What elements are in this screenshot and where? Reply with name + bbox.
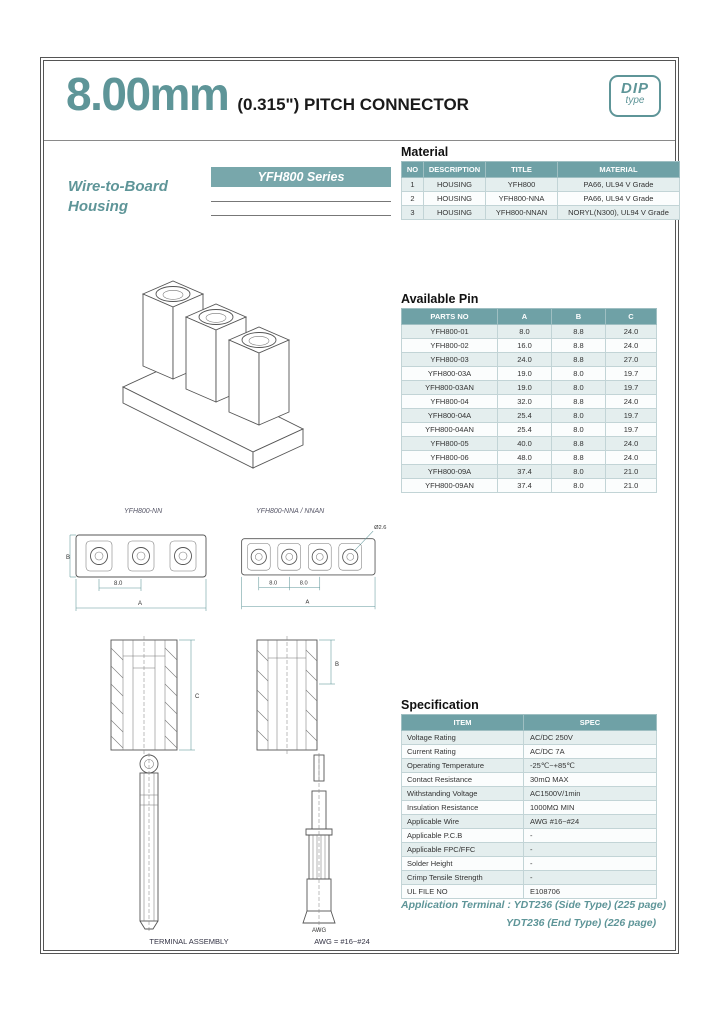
dim-b-label: B [335, 662, 340, 668]
dim-phi-label: Ø2.6 [374, 525, 387, 532]
column-header: TITLE [486, 162, 558, 178]
table-cell: - [524, 871, 657, 885]
table-cell: Applicable Wire [402, 815, 524, 829]
table-row [402, 815, 657, 829]
table-cell: NORYL(N300), UL94 V Grade [558, 206, 680, 220]
table-cell: 24.0 [606, 339, 657, 353]
table-cell: AC1500V/1min [524, 787, 657, 801]
table-row [402, 451, 657, 465]
table-cell: YFH800 [486, 178, 558, 192]
front-view-left-label: YFH800-NN [124, 508, 163, 515]
table-cell: Voltage Rating [402, 731, 524, 745]
table-cell: - [524, 829, 657, 843]
table-row [402, 731, 657, 745]
material-header-row [402, 162, 680, 178]
column-header: DESCRIPTION [424, 162, 486, 178]
table-cell: 8.8 [552, 353, 606, 367]
table-cell: YFH800-NNA [486, 192, 558, 206]
specification-heading: Specification [401, 698, 479, 712]
table-cell: YFH800-03A [402, 367, 498, 381]
table-row [402, 843, 657, 857]
table-cell: AC/DC 250V [524, 731, 657, 745]
table-cell: 27.0 [606, 353, 657, 367]
table-cell: 1000MΩ MIN [524, 801, 657, 815]
table-cell: 32.0 [498, 395, 552, 409]
table-row [402, 437, 657, 451]
table-row [402, 479, 657, 493]
table-cell: AC/DC 7A [524, 745, 657, 759]
table-cell: 8.8 [552, 395, 606, 409]
specification-table [401, 714, 657, 899]
table-cell: PA66, UL94 V Grade [558, 178, 680, 192]
table-cell: 24.0 [606, 437, 657, 451]
column-header: SPEC [524, 715, 657, 731]
table-row [402, 885, 657, 899]
table-row [402, 325, 657, 339]
table-cell: 8.0 [552, 367, 606, 381]
table-cell: YFH800-NNAN [486, 206, 558, 220]
page-title [66, 67, 469, 121]
table-row [402, 367, 657, 381]
column-header: C [606, 309, 657, 325]
terminal-assembly-right-drawing [292, 753, 352, 933]
table-row [402, 395, 657, 409]
table-cell: 37.4 [498, 465, 552, 479]
product-category-label [68, 177, 168, 216]
banner-rule-2 [211, 215, 391, 216]
series-banner: YFH800 Series [211, 167, 391, 187]
table-row [402, 787, 657, 801]
table-cell: 21.0 [606, 465, 657, 479]
dim-a-label: A [138, 601, 143, 607]
table-cell: YFH800-04 [402, 395, 498, 409]
column-header: A [498, 309, 552, 325]
table-cell: YFH800-03 [402, 353, 498, 367]
table-cell: 8.0 [552, 479, 606, 493]
table-cell: 8.0 [552, 409, 606, 423]
dim-pitch-label: 8.0 [299, 580, 308, 587]
table-cell: 37.4 [498, 479, 552, 493]
table-cell: 24.0 [606, 451, 657, 465]
table-cell: 48.0 [498, 451, 552, 465]
table-cell: YFH800-04A [402, 409, 498, 423]
table-row [402, 206, 680, 220]
table-row [402, 871, 657, 885]
dim-b-label: B [66, 555, 71, 561]
pitch-size-title: 8.00mm [66, 68, 229, 120]
table-cell: 8.8 [552, 325, 606, 339]
table-row [402, 192, 680, 206]
table-cell: 25.4 [498, 423, 552, 437]
table-cell: 21.0 [606, 479, 657, 493]
material-heading: Material [401, 145, 449, 159]
table-row [402, 409, 657, 423]
table-cell: UL FILE NO [402, 885, 524, 899]
table-cell: AWG #16~#24 [524, 815, 657, 829]
dim-pitch-label: 8.0 [114, 581, 123, 587]
product-category-line1: Wire-to-Board [68, 178, 168, 195]
table-cell: 30mΩ MAX [524, 773, 657, 787]
application-terminal-note-line2: YDT236 (End Type) (226 page) [506, 917, 657, 929]
table-cell: HOUSING [424, 206, 486, 220]
table-cell: Insulation Resistance [402, 801, 524, 815]
table-cell: 19.0 [498, 367, 552, 381]
table-cell: - [524, 843, 657, 857]
table-cell: 24.0 [498, 353, 552, 367]
awg-range-caption: AWG = #16~#24 [314, 937, 370, 946]
table-cell: Operating Temperature [402, 759, 524, 773]
dip-type-logo [609, 75, 661, 117]
table-row [402, 829, 657, 843]
table-cell: YFH800-02 [402, 339, 498, 353]
table-cell: YFH800-06 [402, 451, 498, 465]
dip-logo-text: DIP [620, 80, 649, 97]
table-cell: Crimp Tensile Strength [402, 871, 524, 885]
table-cell: Applicable FPC/FFC [402, 843, 524, 857]
table-row [402, 759, 657, 773]
material-table [401, 161, 680, 220]
front-view-left-drawing [66, 517, 226, 631]
column-header: MATERIAL [558, 162, 680, 178]
table-cell: 19.7 [606, 381, 657, 395]
table-cell: Solder Height [402, 857, 524, 871]
table-row [402, 381, 657, 395]
terminal-assembly-caption: TERMINAL ASSEMBLY [149, 937, 229, 946]
table-cell: Applicable P.C.B [402, 829, 524, 843]
table-cell: 24.0 [606, 395, 657, 409]
page-inner-border [43, 60, 676, 951]
table-cell: -25℃~+85℃ [524, 759, 657, 773]
table-row [402, 801, 657, 815]
table-cell: 19.7 [606, 409, 657, 423]
pitch-subtitle: (0.315") PITCH CONNECTOR [237, 95, 469, 114]
table-cell: 8.8 [552, 437, 606, 451]
table-cell: 8.0 [498, 325, 552, 339]
column-header: ITEM [402, 715, 524, 731]
table-cell: YFH800-01 [402, 325, 498, 339]
table-cell: - [524, 857, 657, 871]
table-row [402, 773, 657, 787]
table-cell: YFH800-09AN [402, 479, 498, 493]
dim-pitch-label: 8.0 [269, 580, 278, 587]
table-cell: HOUSING [424, 192, 486, 206]
table-row [402, 423, 657, 437]
table-cell: Withstanding Voltage [402, 787, 524, 801]
front-view-right-drawing [234, 517, 396, 631]
available-pin-table [401, 308, 657, 493]
terminal-assembly-left-drawing [124, 753, 184, 933]
available-pin-header-row [402, 309, 657, 325]
table-cell: 19.0 [498, 381, 552, 395]
column-header: B [552, 309, 606, 325]
table-cell: 19.7 [606, 367, 657, 381]
table-row [402, 465, 657, 479]
table-cell: 8.0 [552, 465, 606, 479]
table-cell: PA66, UL94 V Grade [558, 192, 680, 206]
specification-header-row [402, 715, 657, 731]
table-cell: YFH800-04AN [402, 423, 498, 437]
page-border [40, 57, 679, 954]
table-cell: 24.0 [606, 325, 657, 339]
table-cell: 19.7 [606, 423, 657, 437]
table-cell: 8.0 [552, 381, 606, 395]
table-cell: 16.0 [498, 339, 552, 353]
table-cell: E108706 [524, 885, 657, 899]
table-row [402, 178, 680, 192]
table-cell: 1 [402, 178, 424, 192]
table-row [402, 353, 657, 367]
table-cell: YFH800-03AN [402, 381, 498, 395]
table-cell: 40.0 [498, 437, 552, 451]
table-cell: Contact Resistance [402, 773, 524, 787]
table-cell: YFH800-09A [402, 465, 498, 479]
table-cell: Current Rating [402, 745, 524, 759]
banner-rule-1 [211, 201, 391, 202]
front-view-right-label: YFH800-NNA / NNAN [256, 508, 325, 515]
available-pin-heading: Available Pin [401, 292, 479, 306]
table-cell: HOUSING [424, 178, 486, 192]
section-view-right-drawing [239, 636, 349, 754]
table-row [402, 339, 657, 353]
product-category-line2: Housing [68, 197, 128, 215]
dim-c-label: C [195, 694, 200, 700]
column-header: PARTS NO [402, 309, 498, 325]
column-header: NO [402, 162, 424, 178]
table-cell: YFH800-05 [402, 437, 498, 451]
table-cell: 2 [402, 192, 424, 206]
table-row [402, 745, 657, 759]
table-cell: 8.8 [552, 339, 606, 353]
table-row [402, 857, 657, 871]
table-cell: 8.0 [552, 423, 606, 437]
section-view-left-drawing [89, 636, 209, 754]
dip-logo-subtext: type [625, 95, 645, 106]
isometric-housing-drawing [111, 239, 321, 507]
table-cell: 25.4 [498, 409, 552, 423]
awg-mark-label: AWG [312, 928, 327, 934]
table-cell: 8.8 [552, 451, 606, 465]
table-cell: 3 [402, 206, 424, 220]
dim-a-label: A [305, 599, 310, 606]
application-terminal-note-line1: Application Terminal : YDT236 (Side Type) (225 page) [401, 899, 667, 911]
